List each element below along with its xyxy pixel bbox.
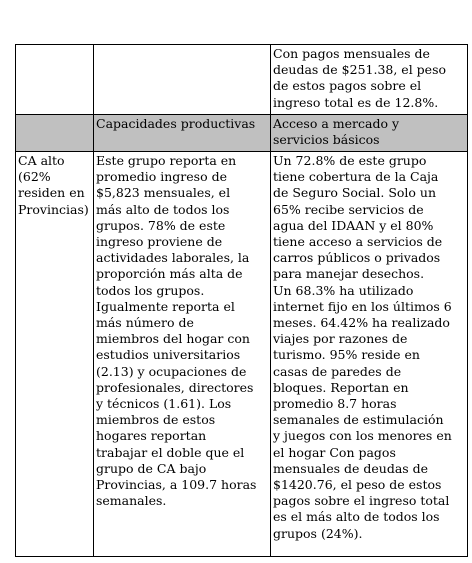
row1-col3-cell bbox=[271, 45, 467, 114]
group-label-text: CA alto (62% residen en Provincias) bbox=[18, 153, 89, 217]
header-capacidades-text: Capacidades productivas bbox=[96, 116, 256, 131]
row2-col1-cell bbox=[16, 152, 94, 557]
row1-col1-cell bbox=[16, 45, 94, 114]
table-row-ca-alto bbox=[16, 152, 467, 557]
table-header-row bbox=[16, 115, 467, 152]
row1-col2-cell bbox=[94, 45, 271, 114]
acceso-description-text: Un 72.8% de este grupo tiene cobertura de la Caja de Seguro Social. Solo un 65% recibe servicios de agua del IDAAN y el 80% tiene acceso a servicios de carros públicos o privados para manejar desechos. Un 68.3% ha utilizado internet fijo en los últimos 6 meses. 64.42% ha realizado viajes por razones de turismo. 95% reside en casas de paredes de bloques. Reportan en promedio 8.7 horas semanales de estimulación y juegos con los menores en el hogar Con pagos mensuales de deudas de $1420.76, el peso de estos pagos sobre el ingreso total es el más alto de todos los grupos (24%). bbox=[273, 153, 452, 541]
row1-col3-text: Con pagos mensuales de deudas de $251.38, el peso de estos pagos sobre el ingreso total es de 12.8%. bbox=[273, 46, 447, 110]
header-col2-cell bbox=[94, 115, 271, 151]
row2-col3-cell bbox=[271, 152, 467, 557]
row2-col2-cell bbox=[94, 152, 271, 557]
profile-table bbox=[15, 44, 468, 557]
table-row-continuation bbox=[16, 45, 467, 115]
header-col3-cell bbox=[271, 115, 467, 151]
header-col1-cell bbox=[16, 115, 94, 151]
capacidades-description-text: Este grupo reporta en promedio ingreso de $5,823 mensuales, el más alto de todos los grupos. 78% de este ingreso proviene de actividades laborales, la proporción más alta de todos los grupos. Igualmente reporta el más número de miembros del hogar con estudios universitarios (2.13) y ocupaciones de profesionales, directores y técnicos (1.61). Los miembros de estos hogares reportan trabajar el doble que el grupo de CA bajo Provincias, a 109.7 horas semanales. bbox=[96, 153, 257, 509]
header-acceso-text: Acceso a mercado y servicios básicos bbox=[273, 116, 400, 148]
